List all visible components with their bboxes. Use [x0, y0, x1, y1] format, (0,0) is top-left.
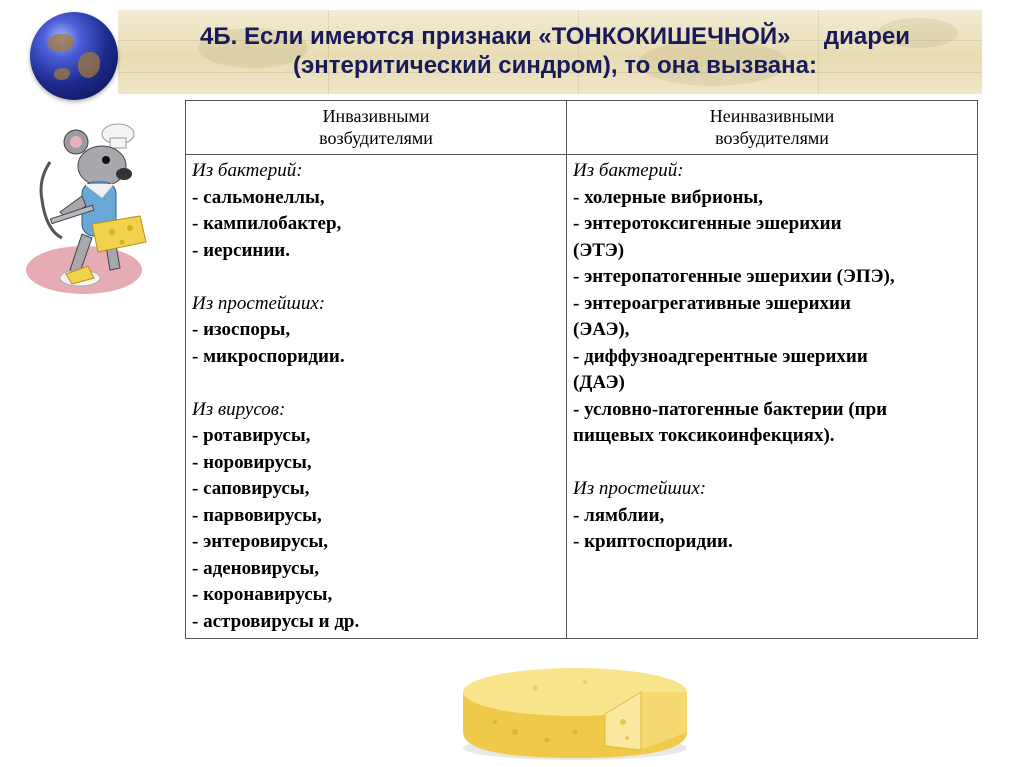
list-item: - условно-патогенные бактерии (при: [573, 398, 888, 420]
list-item: - изоспоры,: [192, 319, 291, 340]
spacer: [192, 264, 560, 291]
list-item: - парвовирусы,: [192, 504, 322, 526]
list-item: (ЭТЭ): [573, 239, 625, 261]
invasive-bacteria-heading: Из бактерий:: [192, 160, 303, 181]
invasive-protozoa-heading: Из простейших:: [192, 292, 326, 314]
globe-icon: [30, 12, 118, 100]
list-item: - микроспоридии.: [192, 345, 345, 367]
noninvasive-cell: [567, 155, 978, 639]
noninvasive-protozoa-heading: Из простейших:: [573, 478, 707, 499]
list-item: - криптоспоридии.: [573, 531, 733, 552]
list-item: - энтеровирусы,: [192, 531, 329, 552]
list-item: - астровирусы и др.: [192, 610, 360, 632]
slide-title: [130, 22, 980, 80]
header-noninvasive-line-1: Неинвазивными: [709, 106, 835, 126]
list-item: - аденовирусы,: [192, 557, 320, 579]
slide-title-line-2: (энтеритический синдром), то она вызвана:: [293, 52, 817, 79]
list-item: (ЭАЭ),: [573, 319, 630, 340]
list-item: - кампилобактер,: [192, 213, 342, 234]
pathogens-table: [185, 100, 978, 639]
list-item: - энтеропатогенные эшерихии (ЭПЭ),: [573, 266, 895, 287]
list-item: - энтеротоксигенные эшерихии: [573, 213, 842, 234]
list-item: - сальмонеллы,: [192, 186, 325, 208]
spacer: [573, 450, 971, 477]
list-item: - диффузноадгерентные эшерихии: [573, 345, 868, 367]
spacer: [192, 370, 560, 397]
header-invasive: [186, 101, 567, 155]
list-item: - ротавирусы,: [192, 425, 311, 446]
list-item: - лямблии,: [573, 504, 665, 526]
list-item: (ДАЭ): [573, 372, 625, 393]
list-item: - энтероагрегативные эшерихии: [573, 292, 851, 314]
header-invasive-line-1: Инвазивными: [322, 106, 430, 126]
list-item: - саповирусы,: [192, 478, 310, 499]
noninvasive-bacteria-heading: Из бактерий:: [573, 160, 684, 181]
slide-title-line-1: 4Б. Если имеются признаки «ТОНКОКИШЕЧНОЙ» диареи: [200, 23, 910, 50]
header-noninvasive-line-2: возбудителями: [715, 128, 829, 148]
list-item: пищевых токсикоинфекциях).: [573, 425, 835, 446]
list-item: - иерсинии.: [192, 239, 290, 261]
list-item: - холерные вибрионы,: [573, 186, 763, 208]
cheese-wheel-illustration: [455, 662, 695, 764]
list-item: - норовирусы,: [192, 451, 312, 473]
invasive-viruses-heading: Из вирусов:: [192, 398, 286, 420]
header-invasive-line-2: возбудителями: [319, 128, 433, 148]
list-item: - коронавирусы,: [192, 584, 333, 605]
chef-mouse-illustration: [22, 120, 154, 300]
header-noninvasive: [567, 101, 978, 155]
invasive-cell: [186, 155, 567, 639]
